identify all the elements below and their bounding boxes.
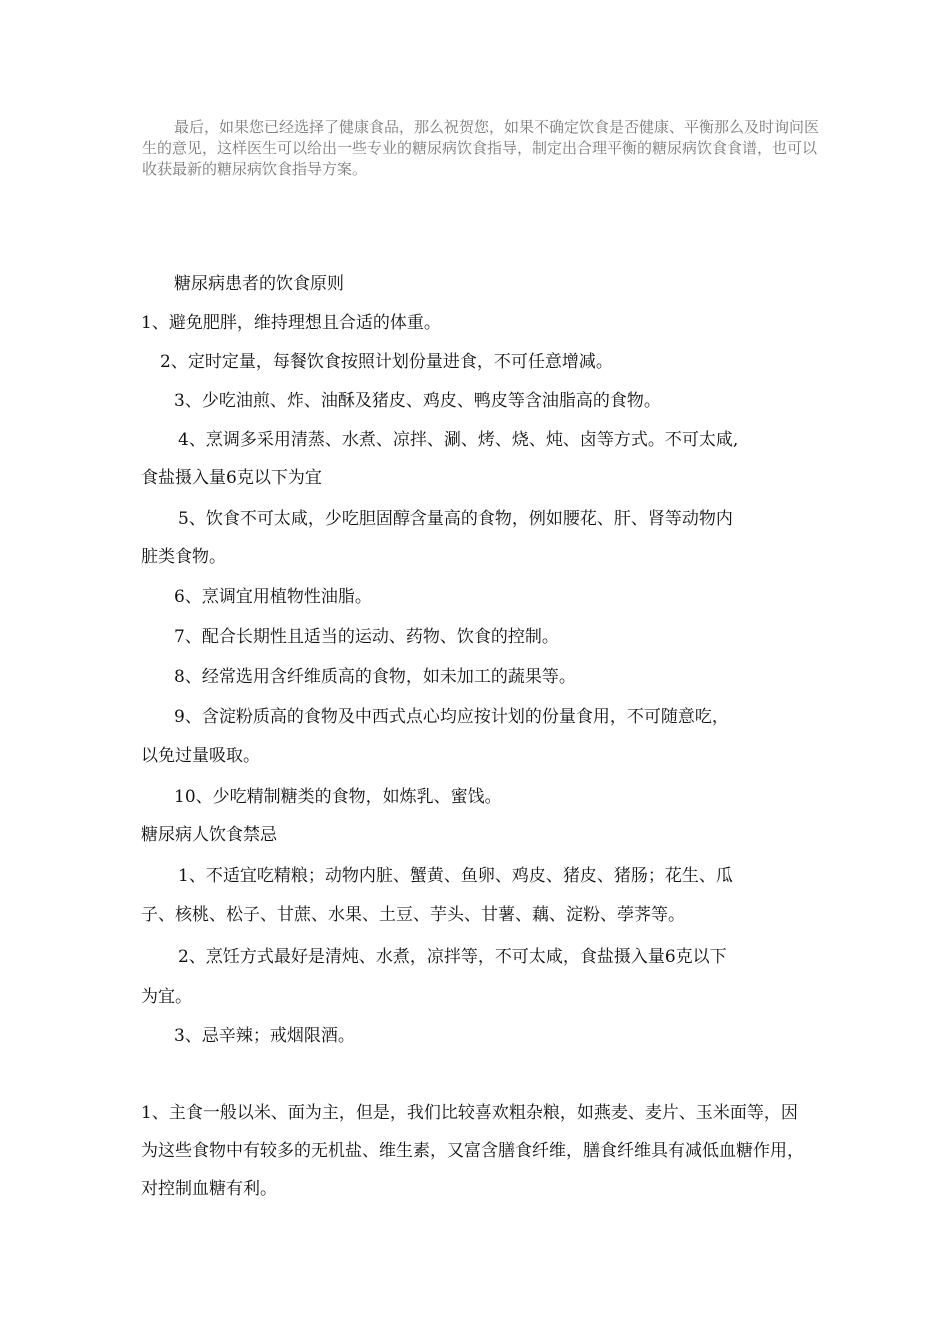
- intro-paragraph: 最后，如果您已经选择了健康食品，那么祝贺您，如果不确定饮食是否健康、平衡那么及时询问医生的意见，这样医生可以给出一些专业的糖尿病饮食指导，制定出合理平衡的糖尿病饮食食谱，也可以收获最新的糖尿病饮食指导方案。: [142, 118, 820, 178]
- principle-item-7: 7、配合长期性且适当的运动、药物、饮食的控制。: [174, 627, 559, 647]
- taboo-item-2: 2、烹饪方式最好是清炖、水煮，凉拌等，不可太咸，食盐摄入量6克以下: [178, 947, 727, 967]
- principle-item-5-cont: 脏类食物。: [141, 547, 226, 567]
- taboo-item-2-cont: 为宜。: [141, 987, 192, 1007]
- taboo-item-1: 1、不适宜吃精粮；动物内脏、蟹黄、鱼卵、鸡皮、猪皮、猪肠；花生、瓜: [178, 866, 733, 886]
- principle-item-2: 2、定时定量，每餐饮食按照计划份量进食，不可任意增减。: [160, 352, 613, 372]
- principle-item-8: 8、经常选用含纤维质高的食物，如未加工的蔬果等。: [174, 667, 576, 687]
- taboo-item-1-cont: 子、核桃、松子、甘蔗、水果、土豆、芋头、甘薯、藕、淀粉、荸荠等。: [141, 905, 685, 925]
- principle-item-10: 10、少吃精制糖类的食物，如炼乳、蜜饯。: [174, 787, 502, 807]
- taboos-title: 糖尿病人饮食禁忌: [141, 825, 277, 845]
- principle-item-4: 4、烹调多采用清蒸、水煮、凉拌、涮、烤、烧、炖、卤等方式。不可太咸,: [178, 430, 739, 450]
- taboo-item-3: 3、忌辛辣；戒烟限酒。: [174, 1026, 355, 1046]
- principle-item-1: 1、避免肥胖，维持理想且合适的体重。: [141, 313, 441, 333]
- principle-item-3: 3、少吃油煎、炸、油酥及猪皮、鸡皮、鸭皮等含油脂高的食物。: [174, 391, 661, 411]
- principles-title: 糖尿病患者的饮食原则: [174, 274, 344, 294]
- principle-item-6: 6、烹调宜用植物性油脂。: [174, 587, 372, 607]
- staple-food-paragraph: 1、主食一般以米、面为主，但是，我们比较喜欢粗杂粮，如燕麦、麦片、玉米面等，因为这些食物中有较多的无机盐、维生素，又富含膳食纤维，膳食纤维具有减低血糖作用，对控制血糖有利。: [141, 1103, 804, 1199]
- principle-item-9-cont: 以免过量吸取。: [141, 746, 260, 766]
- principle-item-9: 9、含淀粉质高的食物及中西式点心均应按计划的份量食用，不可随意吃，: [174, 707, 729, 727]
- principle-item-5: 5、饮食不可太咸，少吃胆固醇含量高的食物，例如腰花、肝、肾等动物内: [178, 509, 733, 529]
- principle-item-4-cont: 食盐摄入量6克以下为宜: [141, 468, 322, 488]
